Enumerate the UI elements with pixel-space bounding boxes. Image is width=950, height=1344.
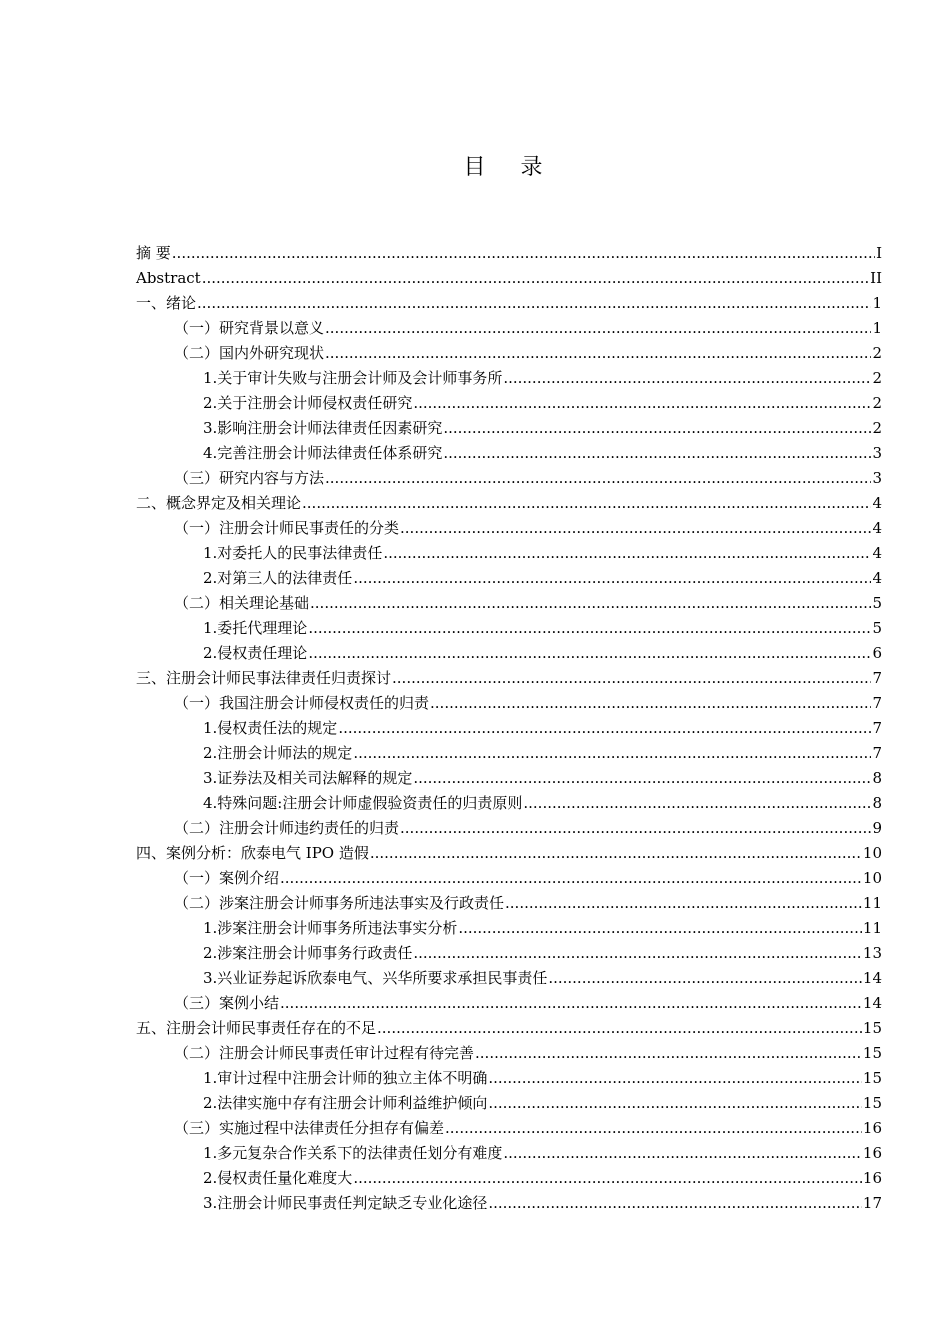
toc-dot-leader xyxy=(353,566,871,591)
toc-entry[interactable] xyxy=(136,291,882,316)
toc-dot-leader xyxy=(503,1141,862,1166)
toc-entry[interactable] xyxy=(136,516,882,541)
toc-dot-leader xyxy=(308,641,871,666)
toc-dot-leader xyxy=(445,1116,862,1141)
toc-dot-leader xyxy=(353,741,871,766)
toc-page-number: 5 xyxy=(872,594,882,612)
toc-dot-leader xyxy=(475,1041,862,1066)
toc-page-number: 11 xyxy=(862,919,882,937)
toc-entry-label: 4.完善注册会计师法律责任体系研究 xyxy=(203,444,443,462)
toc-dot-leader xyxy=(338,716,871,741)
toc-page-number: 15 xyxy=(862,1044,882,1062)
toc-entry-label: （二）国内外研究现状 xyxy=(174,344,325,362)
toc-entry[interactable] xyxy=(136,641,882,666)
toc-dot-leader xyxy=(172,241,875,266)
toc-entry[interactable] xyxy=(136,566,882,591)
toc-dot-leader xyxy=(325,466,871,491)
toc-page-number: 2 xyxy=(872,369,882,387)
toc-entry-label: 四、案例分析：欣泰电气 IPO 造假 xyxy=(136,844,369,862)
toc-entry[interactable] xyxy=(136,341,882,366)
toc-page-number: 2 xyxy=(872,344,882,362)
toc-entry[interactable] xyxy=(136,391,882,416)
toc-dot-leader xyxy=(548,966,862,991)
toc-entry-label: 2.法律实施中存有注册会计师利益维护倾向 xyxy=(203,1094,488,1112)
toc-page-number: 15 xyxy=(862,1019,882,1037)
toc-page-number: 17 xyxy=(862,1194,882,1212)
toc-entry[interactable] xyxy=(136,891,882,916)
toc-page-number: I xyxy=(876,244,882,262)
toc-dot-leader xyxy=(430,691,871,716)
toc-dot-leader xyxy=(325,316,871,341)
toc-entry[interactable] xyxy=(136,591,882,616)
toc-entry[interactable] xyxy=(136,741,882,766)
toc-entry[interactable] xyxy=(136,416,882,441)
toc-page-number: 6 xyxy=(872,644,882,662)
toc-page-number: 3 xyxy=(872,444,882,462)
toc-entry-label: 五、注册会计师民事责任存在的不足 xyxy=(136,1019,377,1037)
toc-dot-leader xyxy=(197,291,871,316)
toc-entry[interactable] xyxy=(136,441,882,466)
toc-entry[interactable] xyxy=(136,466,882,491)
toc-page-number: 8 xyxy=(872,794,882,812)
toc-entry[interactable] xyxy=(136,816,882,841)
toc-entry-label: 2.注册会计师法的规定 xyxy=(203,744,353,762)
toc-entry-label: 1.委托代理理论 xyxy=(203,619,308,637)
toc-entry[interactable] xyxy=(136,691,882,716)
toc-page-number: 8 xyxy=(872,769,882,787)
toc-dot-leader xyxy=(310,591,871,616)
toc-page-number: 7 xyxy=(872,744,882,762)
toc-dot-leader xyxy=(280,991,862,1016)
toc-dot-leader xyxy=(488,1066,862,1091)
toc-dot-leader xyxy=(280,866,862,891)
toc-entry-label: 1.关于审计失败与注册会计师及会计师事务所 xyxy=(203,369,503,387)
toc-entry[interactable] xyxy=(136,491,882,516)
toc-dot-leader xyxy=(413,766,871,791)
toc-entry[interactable] xyxy=(136,716,882,741)
toc-dot-leader xyxy=(458,916,862,941)
toc-page-number: 16 xyxy=(862,1169,882,1187)
toc-entry[interactable] xyxy=(136,866,882,891)
toc-entry-label: 2.关于注册会计师侵权责任研究 xyxy=(203,394,413,412)
toc-entry-label: 1.涉案注册会计师事务所违法事实分析 xyxy=(203,919,458,937)
toc-dot-leader xyxy=(400,816,871,841)
toc-dot-leader xyxy=(443,416,871,441)
toc-dot-leader xyxy=(488,1091,862,1116)
toc-page-number: 2 xyxy=(872,394,882,412)
toc-dot-leader xyxy=(202,266,869,291)
toc-entry-label: （二）注册会计师民事责任审计过程有待完善 xyxy=(174,1044,475,1062)
toc-entry-label: 三、注册会计师民事法律责任归责探讨 xyxy=(136,669,392,687)
toc-entry-label: 2.对第三人的法律责任 xyxy=(203,569,353,587)
toc-page-number: 1 xyxy=(872,294,882,312)
toc-entry-label: （三）实施过程中法律责任分担存有偏差 xyxy=(174,1119,445,1137)
toc-entry-label: 一、绪论 xyxy=(136,294,197,312)
toc-page-number: 14 xyxy=(862,994,882,1012)
toc-entry-label: （二）涉案注册会计师事务所违法事实及行政责任 xyxy=(174,894,505,912)
toc-page-number: 13 xyxy=(862,944,882,962)
toc-dot-leader xyxy=(413,941,862,966)
toc-dot-leader xyxy=(302,491,871,516)
toc-entry-label: 2.侵权责任理论 xyxy=(203,644,308,662)
toc-dot-leader xyxy=(377,1016,862,1041)
toc-entry-label: （二）注册会计师违约责任的归责 xyxy=(174,819,400,837)
toc-page-number: 7 xyxy=(872,669,882,687)
toc-entry-label: Abstract xyxy=(136,269,201,287)
toc-entry[interactable] xyxy=(136,241,882,266)
toc-entry[interactable] xyxy=(136,1141,882,1166)
toc-entry[interactable] xyxy=(136,666,882,691)
toc-entry-label: （三）案例小结 xyxy=(174,994,280,1012)
toc-entry-label: 1.多元复杂合作关系下的法律责任划分有难度 xyxy=(203,1144,503,1162)
toc-page-number: 11 xyxy=(862,894,882,912)
toc-dot-leader xyxy=(325,341,871,366)
toc-entry[interactable] xyxy=(136,1191,882,1216)
toc-entry[interactable] xyxy=(136,1091,882,1116)
toc-page-number: 16 xyxy=(862,1144,882,1162)
toc-page-number: 4 xyxy=(872,569,882,587)
toc-entry[interactable] xyxy=(136,766,882,791)
toc-page-number: 9 xyxy=(872,819,882,837)
table-of-contents xyxy=(136,241,882,1216)
toc-dot-leader xyxy=(383,541,871,566)
toc-entry[interactable] xyxy=(136,1041,882,1066)
toc-entry[interactable] xyxy=(136,616,882,641)
toc-dot-leader xyxy=(503,366,871,391)
toc-page-number: 16 xyxy=(862,1119,882,1137)
toc-entry[interactable] xyxy=(136,841,882,866)
toc-page-number: 5 xyxy=(872,619,882,637)
page-title: 目 录 xyxy=(463,155,557,180)
toc-entry-label: 摘 要 xyxy=(136,244,171,262)
toc-dot-leader xyxy=(370,841,862,866)
toc-entry-label: 3.证券法及相关司法解释的规定 xyxy=(203,769,413,787)
toc-entry-label: 4.特殊问题:注册会计师虚假验资责任的归责原则 xyxy=(203,794,523,812)
toc-page-number: 10 xyxy=(862,844,882,862)
toc-entry[interactable] xyxy=(136,966,882,991)
toc-page-number: 14 xyxy=(862,969,882,987)
toc-entry[interactable] xyxy=(136,791,882,816)
toc-page-number: 4 xyxy=(872,494,882,512)
toc-page-number: 15 xyxy=(862,1069,882,1087)
toc-entry-label: 二、概念界定及相关理论 xyxy=(136,494,302,512)
toc-entry-label: 1.审计过程中注册会计师的独立主体不明确 xyxy=(203,1069,488,1087)
toc-page-number: 7 xyxy=(872,694,882,712)
toc-page-number: 15 xyxy=(862,1094,882,1112)
toc-entry[interactable] xyxy=(136,1166,882,1191)
toc-dot-leader xyxy=(523,791,871,816)
toc-page-number: 10 xyxy=(862,869,882,887)
toc-entry[interactable] xyxy=(136,941,882,966)
toc-page-number: 7 xyxy=(872,719,882,737)
toc-dot-leader xyxy=(413,391,871,416)
toc-entry-label: （二）相关理论基础 xyxy=(174,594,310,612)
toc-dot-leader xyxy=(443,441,871,466)
toc-entry-label: 3.影响注册会计师法律责任因素研究 xyxy=(203,419,443,437)
toc-page-number: 4 xyxy=(872,544,882,562)
toc-page-number: 1 xyxy=(872,319,882,337)
toc-entry[interactable] xyxy=(136,916,882,941)
toc-dot-leader xyxy=(505,891,862,916)
toc-entry[interactable] xyxy=(136,1116,882,1141)
toc-entry-label: 3.兴业证券起诉欣泰电气、兴华所要求承担民事责任 xyxy=(203,969,548,987)
toc-entry-label: （一）案例介绍 xyxy=(174,869,280,887)
toc-page-number: 2 xyxy=(872,419,882,437)
toc-dot-leader xyxy=(488,1191,862,1216)
toc-entry-label: （一）我国注册会计师侵权责任的归责 xyxy=(174,694,430,712)
toc-entry-label: 2.侵权责任量化难度大 xyxy=(203,1169,353,1187)
toc-entry-label: （三）研究内容与方法 xyxy=(174,469,325,487)
toc-page-number: 3 xyxy=(872,469,882,487)
toc-entry[interactable] xyxy=(136,991,882,1016)
toc-dot-leader xyxy=(400,516,871,541)
toc-entry-label: 3.注册会计师民事责任判定缺乏专业化途径 xyxy=(203,1194,488,1212)
toc-entry[interactable] xyxy=(136,541,882,566)
toc-dot-leader xyxy=(392,666,871,691)
toc-entry[interactable] xyxy=(136,316,882,341)
toc-entry-label: （一）注册会计师民事责任的分类 xyxy=(174,519,400,537)
toc-dot-leader xyxy=(308,616,871,641)
toc-entry-label: 2.涉案注册会计师事务行政责任 xyxy=(203,944,413,962)
toc-entry[interactable] xyxy=(136,366,882,391)
toc-entry[interactable] xyxy=(136,266,882,291)
toc-entry[interactable] xyxy=(136,1066,882,1091)
toc-page-number: 4 xyxy=(872,519,882,537)
toc-page-number: II xyxy=(870,269,882,287)
toc-entry-label: 1.侵权责任法的规定 xyxy=(203,719,338,737)
toc-entry[interactable] xyxy=(136,1016,882,1041)
toc-dot-leader xyxy=(353,1166,862,1191)
toc-entry-label: 1.对委托人的民事法律责任 xyxy=(203,544,383,562)
toc-entry-label: （一）研究背景以意义 xyxy=(174,319,325,337)
